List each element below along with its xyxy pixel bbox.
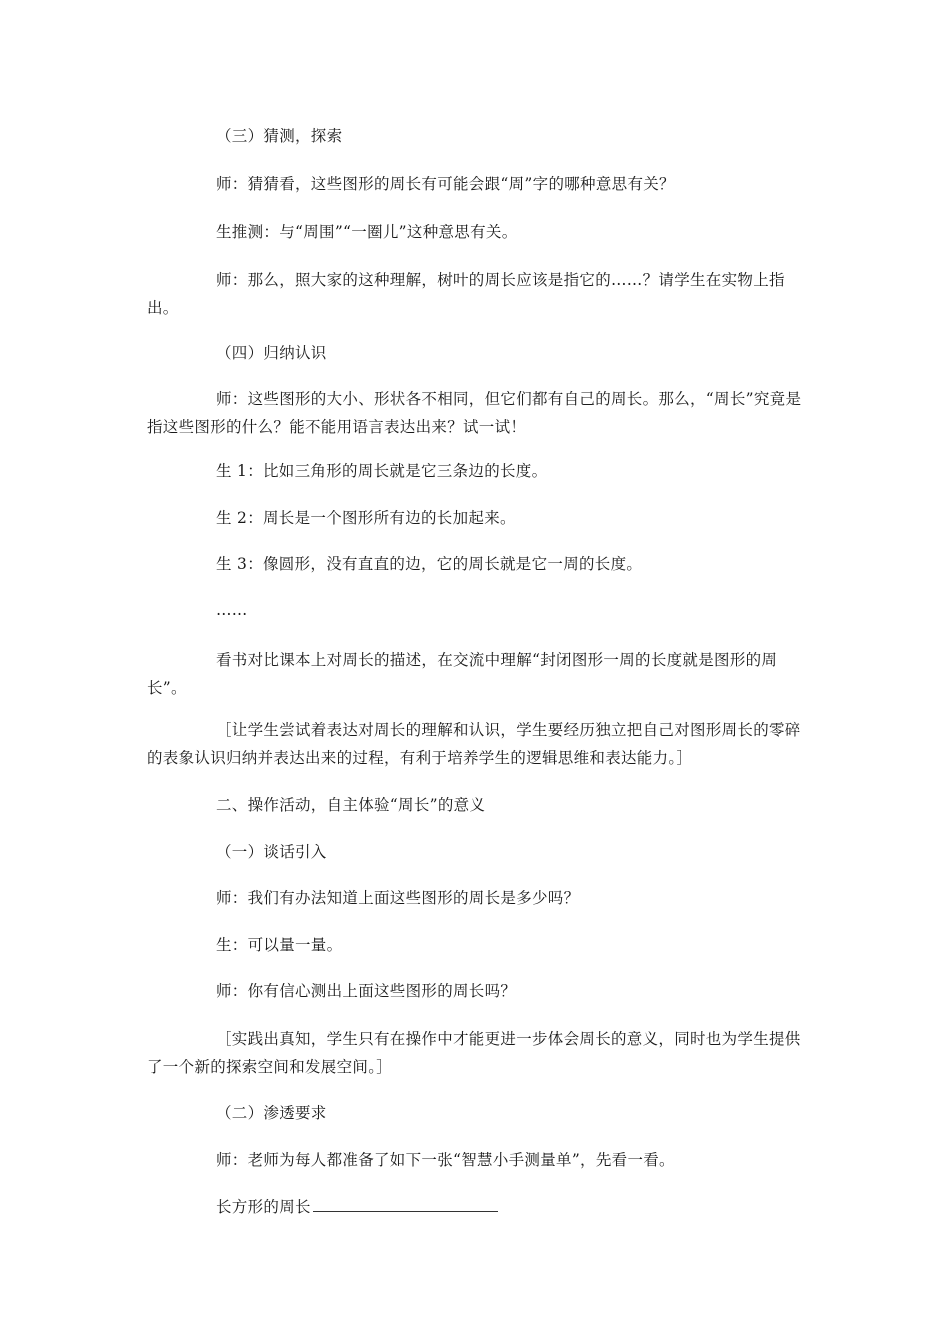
student-line: 生 2：周长是一个图形所有边的长加起来。	[216, 509, 516, 527]
teacher-line: 师：猜猜看，这些图形的周长有可能会跟“周”字的哪种意思有关？	[216, 175, 675, 193]
worksheet-line	[147, 1193, 810, 1221]
student-line: 生 1：比如三角形的周长就是它三条边的长度。	[216, 462, 548, 480]
teacher-line: 师：老师为每人都准备了如下一张“智慧小手测量单”，先看一看。	[216, 1151, 675, 1169]
activity-line: 看书对比课本上对周长的描述，在交流中理解“封闭图形一周的长度就是图形的周长”。	[147, 651, 778, 697]
section-heading-summarize: （四）归纳认识	[216, 344, 327, 362]
teacher-line: 师：那么，照大家的这种理解，树叶的周长应该是指它的……？请学生在实物上指出。	[147, 271, 785, 317]
commentary-note: ［实践出真知，学生只有在操作中才能更进一步体会周长的意义，同时也为学生提供了一个新的探索空间和发展空间。］	[147, 1030, 801, 1076]
teacher-line: 师：我们有办法知道上面这些图形的周长是多少吗？	[216, 889, 580, 907]
teacher-line: 师：你有信心测出上面这些图形的周长吗？	[216, 982, 517, 1000]
section-heading-operation: 二、操作活动，自主体验“周长”的意义	[216, 796, 486, 814]
student-line: 生 3：像圆形，没有直直的边，它的周长就是它一周的长度。	[216, 555, 643, 573]
answer-blank	[313, 1193, 498, 1212]
student-line: 生推测：与“周围”“一圈儿”这种意思有关。	[216, 223, 518, 241]
student-line: 生：可以量一量。	[216, 936, 343, 954]
section-heading-requirements: （二）渗透要求	[216, 1104, 327, 1122]
section-heading-intro: （一）谈话引入	[216, 843, 327, 861]
commentary-note: ［让学生尝试着表达对周长的理解和认识，学生要经历独立把自己对图形周长的零碎的表象认识归纳并表达出来的过程，有利于培养学生的逻辑思维和表达能力。］	[147, 721, 801, 767]
rectangle-perimeter-label: 长方形的周长	[216, 1198, 311, 1216]
teacher-line: 师：这些图形的大小、形状各不相同，但它们都有自己的周长。那么，“周长”究竟是指这些图形的什么？能不能用语言表达出来？试一试！	[147, 390, 802, 436]
section-heading-guess-explore: （三）猜测，探索	[216, 127, 343, 145]
ellipsis-line: ……	[216, 601, 248, 619]
